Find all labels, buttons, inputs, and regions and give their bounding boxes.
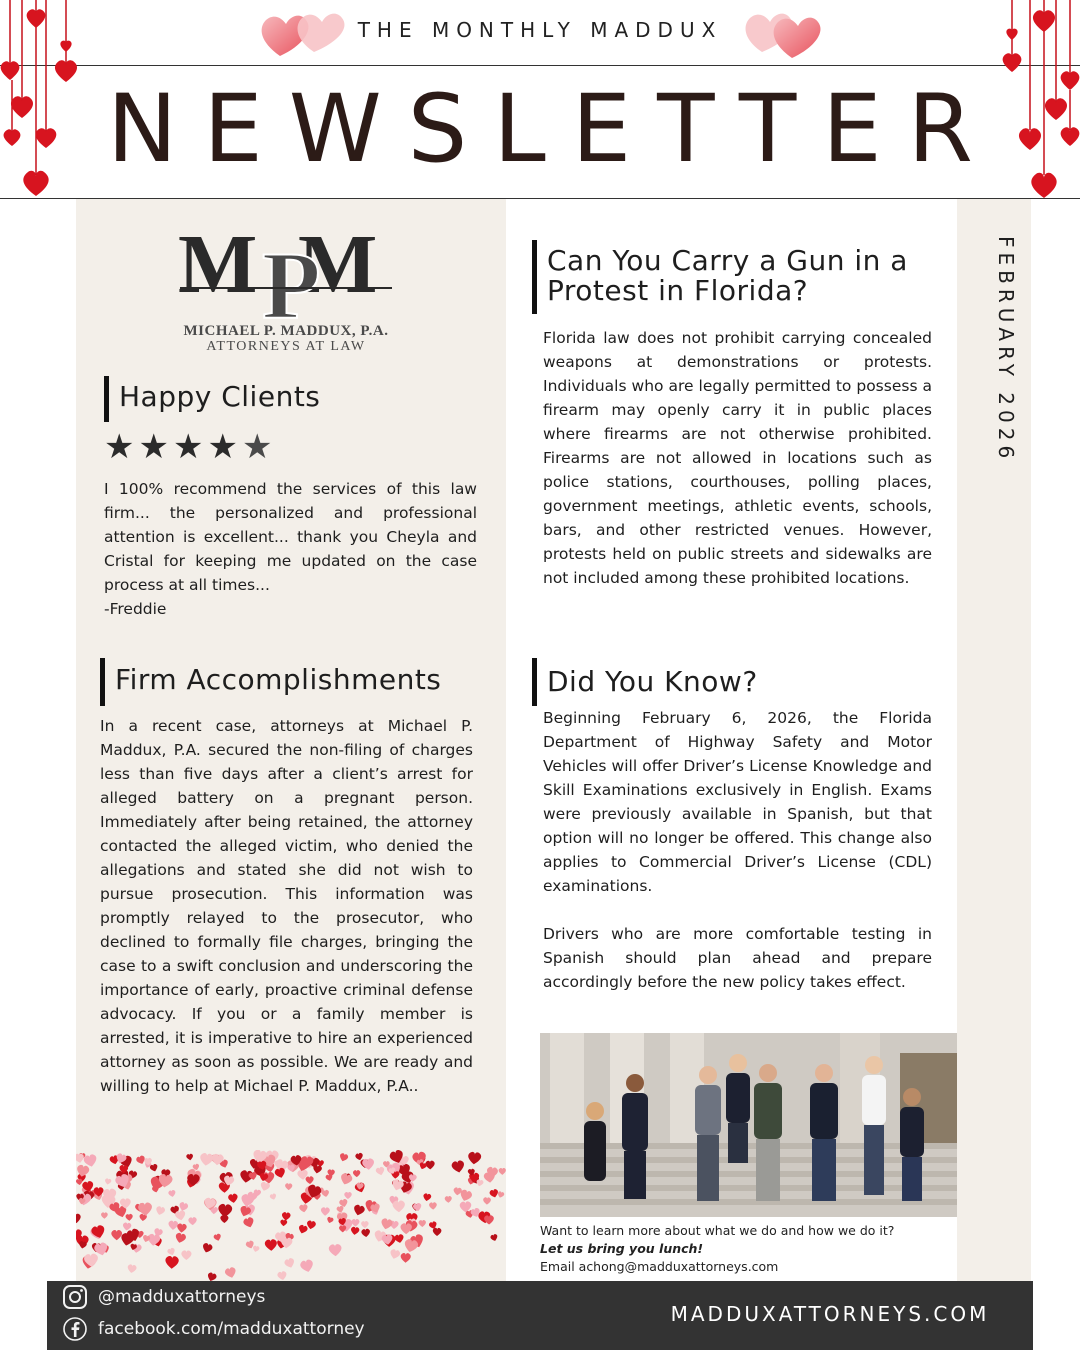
firm-name: MICHAEL P. MADDUX, P.A. <box>183 323 389 339</box>
svg-text:M: M <box>178 222 258 311</box>
did-you-know-paragraph-2: Drivers who are more comfortable testing in Spanish should plan ahead and prepare accordingly before the new policy takes effect. <box>543 925 932 991</box>
confetti-heart <box>155 1206 166 1217</box>
confetti-heart <box>394 1234 404 1244</box>
confetti-heart <box>329 1244 342 1257</box>
firm-subtitle: ATTORNEYS AT LAW <box>206 339 366 354</box>
confetti-heart <box>111 1230 122 1240</box>
confetti-heart <box>168 1220 178 1230</box>
caption-line-1: Want to learn more about what we do and how we do it? <box>540 1223 895 1238</box>
confetti-heart <box>269 1193 277 1201</box>
confetti-heart <box>375 1166 385 1176</box>
confetti-heart <box>351 1219 359 1227</box>
confetti-heart <box>361 1221 369 1228</box>
confetti-heart <box>362 1158 375 1170</box>
star-icon: ★ <box>172 427 204 467</box>
gun-article-body: Florida law does not prohibit carrying concealed weapons at demonstrations or protests. Individuals who are legally permitted to possess a firearm may openly carry it in public places where firearms are not otherwise prohibited. Firearms are not allowed in locations such as police stations, courthouses, polling places, government meetings, athletic events, schools, bars, and other restricted venues. However, protests held on public streets and sidewalks are not included among these prohibited locations. <box>543 329 932 587</box>
confetti-heart <box>497 1191 505 1199</box>
facebook-icon <box>62 1316 88 1342</box>
facebook-link[interactable] <box>62 1316 365 1342</box>
confetti-heart <box>451 1160 465 1174</box>
website-link[interactable]: MADDUXATTORNEYS.COM <box>670 1302 990 1326</box>
confetti-heart <box>339 1153 349 1163</box>
confetti-heart <box>419 1220 427 1227</box>
happy-clients-heading: Happy Clients <box>104 376 484 422</box>
confetti-heart <box>306 1220 316 1230</box>
confetti-heart <box>425 1160 435 1169</box>
instagram-handle: @madduxattorneys <box>98 1287 266 1307</box>
confetti-heart <box>201 1242 213 1254</box>
caption-line-2: Let us bring you lunch! <box>540 1241 704 1256</box>
confetti-heart <box>213 1233 222 1242</box>
client-review: I 100% recommend the services of this law firm... the personalized and professional attention is excellent... thank you Cheyla and Cristal for keeping me updated on the case process at all times... <box>104 480 477 594</box>
confetti-heart <box>490 1234 499 1242</box>
confetti-heart <box>125 1214 133 1221</box>
gun-article-heading: Can You Carry a Gun in a Protest in Florida? <box>532 240 932 314</box>
instagram-icon <box>62 1284 88 1310</box>
confetti-heart <box>76 1213 81 1223</box>
confetti-heart <box>339 1172 353 1186</box>
rating-stars <box>104 427 273 467</box>
accomplishments-heading: Firm Accomplishments <box>100 658 490 706</box>
confetti-heart <box>350 1226 359 1235</box>
star-icon: ★ <box>104 427 135 467</box>
confetti-heart <box>224 1266 237 1279</box>
star-icon: ★ <box>241 427 273 467</box>
confetti-heart <box>429 1202 437 1210</box>
confetti-heart <box>467 1151 481 1165</box>
team-photo <box>540 1033 957 1217</box>
confetti-heart <box>299 1204 309 1213</box>
hanging-hearts-right-icon <box>1000 0 1080 200</box>
confetti-heart <box>423 1193 432 1202</box>
confetti-heart <box>277 1271 288 1281</box>
heart-pair-left-icon <box>258 6 348 62</box>
facebook-url: facebook.com/madduxattorney <box>98 1319 365 1339</box>
confetti-heart <box>389 1249 401 1261</box>
confetti-heart <box>297 1224 308 1235</box>
heart-confetti-icon <box>76 1150 506 1281</box>
instagram-link[interactable] <box>62 1284 265 1310</box>
masthead-title: NEWSLETTER <box>107 75 999 184</box>
confetti-heart <box>242 1216 255 1229</box>
star-icon: ★ <box>138 427 169 467</box>
heart-pair-right-icon <box>732 6 822 62</box>
confetti-heart <box>352 1204 365 1217</box>
confetti-heart <box>400 1253 410 1263</box>
confetti-heart <box>177 1223 187 1233</box>
confetti-heart <box>483 1197 491 1205</box>
confetti-heart <box>188 1217 197 1225</box>
firm-logo-icon <box>176 222 396 326</box>
did-you-know-paragraph-1: Beginning February 6, 2026, the Florida Department of Highway Safety and Motor Vehicles will offer Driver’s License Knowledge and Skill Examinations exclusively in English. Exams were previously available in Spanish, but that option will no longer be offered. This change also applies to Commercial Driver’s License (CDL) examinations. <box>543 709 932 895</box>
confetti-heart <box>206 1272 217 1281</box>
svg-text:P: P <box>262 232 321 326</box>
confetti-heart <box>218 1204 233 1218</box>
hanging-hearts-left-icon <box>0 0 80 200</box>
confetti-heart <box>445 1196 452 1203</box>
confetti-heart <box>280 1219 287 1226</box>
confetti-heart <box>489 1189 499 1199</box>
confetti-heart <box>186 1153 194 1160</box>
review-author: -Freddie <box>104 600 167 618</box>
confetti-heart <box>199 1152 214 1166</box>
confetti-heart <box>321 1207 330 1216</box>
confetti-heart <box>138 1202 153 1216</box>
confetti-heart <box>305 1176 314 1184</box>
svg-text:M: M <box>298 222 378 311</box>
issue-date: FEBRUARY 2026 <box>994 236 1018 464</box>
confetti-heart <box>181 1250 191 1260</box>
confetti-heart <box>392 1200 405 1212</box>
confetti-heart <box>284 1257 296 1269</box>
confetti-heart <box>336 1205 344 1213</box>
did-you-know-heading: Did You Know? <box>532 658 932 706</box>
confetti-heart <box>453 1187 462 1196</box>
confetti-heart <box>167 1247 176 1256</box>
confetti-heart <box>433 1228 442 1236</box>
caption-email[interactable]: Email achong@madduxattorneys.com <box>540 1259 779 1274</box>
confetti-heart <box>344 1192 352 1199</box>
confetti-heart <box>353 1170 361 1177</box>
confetti-heart <box>285 1183 292 1190</box>
header-rule-top <box>0 65 1080 66</box>
newsletter-kicker: THE MONTHLY MADDUX <box>357 18 723 42</box>
confetti-heart <box>122 1222 131 1231</box>
confetti-heart <box>326 1216 334 1224</box>
confetti-heart <box>252 1245 260 1252</box>
confetti-heart <box>178 1201 189 1212</box>
confetti-heart <box>228 1193 239 1203</box>
confetti-heart <box>165 1256 179 1269</box>
confetti-heart <box>174 1232 186 1244</box>
confetti-heart <box>380 1218 393 1231</box>
star-icon: ★ <box>207 427 238 467</box>
confetti-heart <box>101 1212 108 1218</box>
accomplishments-body: In a recent case, attorneys at Michael P. Maddux, P.A. secured the non-filing of charges less than five days after a client’s arrest for alleged battery on a pregnant person. Immediately after being retained, the attorney contacted the alleged victim, who denied the allegations and stated she did not wish to pursue prosecution. This information was promptly relayed to the prosecutor, who declined to formally file charges, bringing the case to a swift conclusion and underscoring the importance of early, proactive criminal defense advocacy. If you or a family member is arrested, it is imperative to hire an experienced attorney as soon as possible. We are ready and willing to help at Michael P. Maddux, P.A.. <box>100 717 473 1095</box>
confetti-heart <box>127 1264 137 1274</box>
confetti-heart <box>168 1190 176 1198</box>
confetti-heart <box>361 1229 370 1238</box>
confetti-heart <box>265 1239 278 1251</box>
confetti-heart <box>299 1259 314 1274</box>
confetti-heart <box>499 1168 506 1175</box>
confetti-heart <box>339 1225 347 1232</box>
confetti-heart <box>104 1178 111 1185</box>
